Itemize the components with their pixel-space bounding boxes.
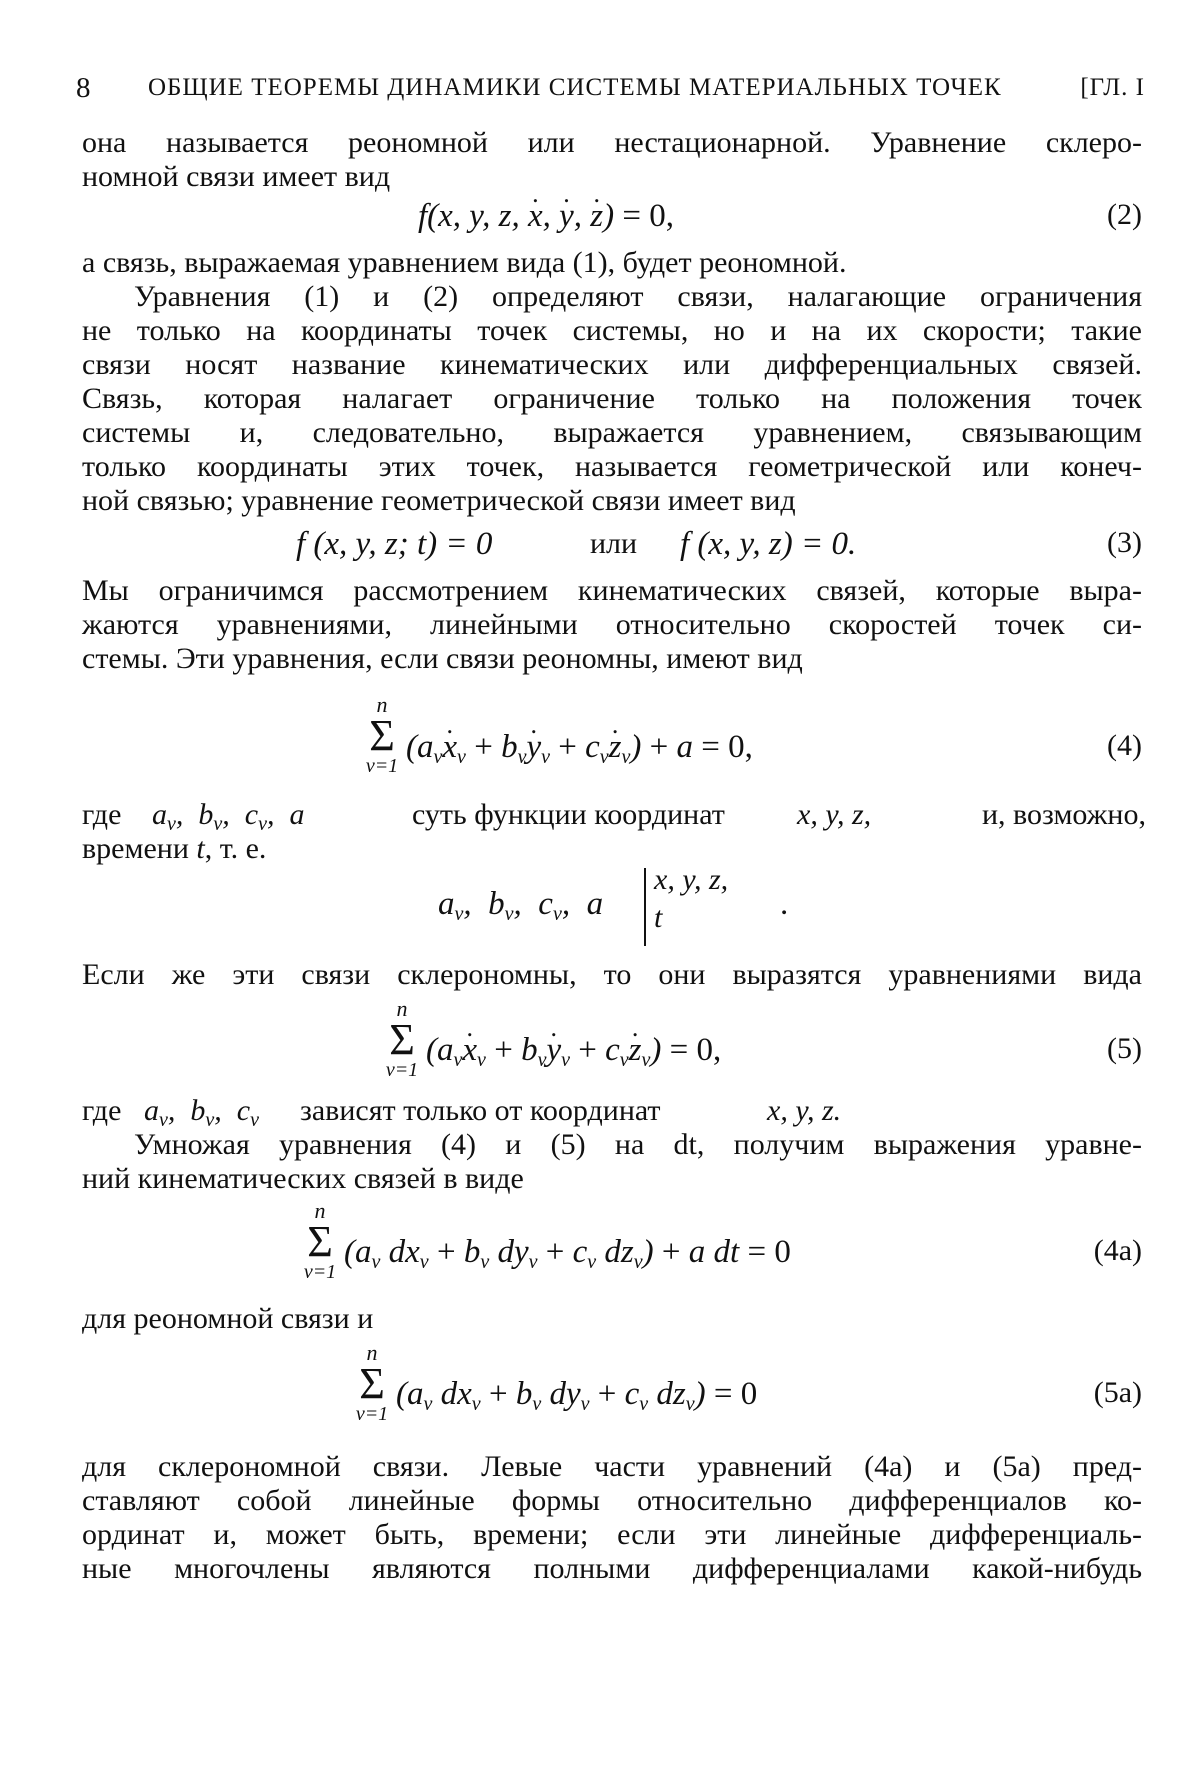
equation-number: (5а) [1093,1376,1142,1409]
equation-3-or: или [590,527,638,560]
text-line: где $a_\nu$, $b_\nu$, $c_\nu$ зависят только от координат x, y, z. [82,1094,842,1131]
equation-number: (2) [1107,198,1142,231]
equation-number: (4а) [1093,1234,1142,1267]
text-line: жаются уравнениями, линейными относительно скоростей точек си- [82,608,1142,641]
page-number: 8 [76,72,92,104]
function-args-lhs: $a_\nu$, $b_\nu$, $c_\nu$, a [438,886,604,925]
text-line: Если же эти связи склерономны, то они выразятся уравнениями вида [82,958,1142,991]
equation-5: ($a_\nu$. $x_\nu + b_\nu$. $y_\nu + c_\nu$. $z_\nu) = 0$, [426,1030,721,1070]
text-line: она называется реономной или нестационарной. Уравнение склеро- [82,126,1142,159]
text-line: ний кинематических связей в виде [82,1162,524,1195]
text-line: Связь, которая налагает ограничение только на положения точек [82,382,1142,415]
text-line: а связь, выражаемая уравнением вида (1), будет реономной. [82,246,847,279]
text-line: связи носят название кинематических или дифференциальных связей. [82,348,1142,381]
equation-4a: ($a_\nu$ $dx_\nu + b_\nu$ $dy_\nu + c_\nu$ $dz_\nu) + a$ dt = 0 [344,1234,791,1273]
equation-4: ($a_\nu$. $x_\nu + b_\nu$. $y_\nu + c_\nu$. $z_\nu) + a = 0$, [406,727,753,767]
text-line: для склерономной связи. Левые части уравнений (4а) и (5а) пред- [82,1450,1142,1483]
page-header [70,72,1145,112]
text-line: ной связью; уравнение геометрической связи имеет вид [82,484,796,517]
sigma-symbol: Σ [369,711,395,760]
text-line: только координаты этих точек, называется геометрической или конеч- [82,450,1142,483]
sum-lower-limit: ν=1 [365,755,399,777]
function-args-coords: x, y, z, [654,863,729,896]
equation-2: f(x, y, z, . x, . y, . z) = 0, [418,196,674,236]
sum-operator: n Σ ν=1 [385,996,419,1081]
equation-number: (5) [1107,1032,1142,1065]
sum-operator: n Σ ν=1 [355,1340,389,1425]
text-line: ставляют собой линейные формы относительно дифференциалов ко- [82,1484,1142,1517]
text-line: Умножая уравнения (4) и (5) на dt, получим выражения уравне- [134,1128,1142,1161]
chapter-marker: [ГЛ. I [1080,74,1145,101]
running-title: ОБЩИЕ ТЕОРЕМЫ ДИНАМИКИ СИСТЕМЫ МАТЕРИАЛЬНЫХ ТОЧЕК [148,74,1002,101]
text-line: Мы ограничимся рассмотрением кинематических связей, которые выра- [82,574,1142,607]
text-line: Уравнения (1) и (2) определяют связи, налагающие ограничения [134,280,1142,313]
sum-operator: n Σ ν=1 [303,1198,337,1283]
equation-3-right: f (x, y, z) = 0. [680,526,857,562]
function-args-time: t [654,901,663,934]
text-line: стемы. Эти уравнения, если связи реономны, имеют вид [82,642,803,675]
sum-upper-limit: n [376,692,388,717]
text-line: ные многочлены являются полными дифференциалами какой-нибудь [82,1552,1142,1585]
text-line: системы и, следовательно, выражается уравнением, связывающим [82,416,1142,449]
equation-number: (3) [1107,526,1142,559]
equation-number: (4) [1107,729,1142,762]
text-line: ординат и, может быть, времени; если эти линейные дифференциаль- [82,1518,1142,1551]
text-line: номной связи имеет вид [82,160,391,193]
equation-5a: ($a_\nu$ $dx_\nu + b_\nu$ $dy_\nu + c_\nu$ $dz_\nu) = 0$ [396,1376,758,1415]
equation-3-left: f (x, y, z; t) = 0 [296,526,493,562]
text-line: для реономной связи и [82,1302,374,1335]
text-line: не только на координаты точек системы, но и на их скорости; такие [82,314,1142,347]
sum-operator [362,694,402,776]
text-line: где $a_\nu$, $b_\nu$, $c_\nu$, a суть функции координат x, y, z, и, возможно, [82,798,1146,835]
vertical-bar [644,868,646,946]
period-mark: . [780,886,789,922]
text-line: времени t, т. е. [82,832,267,865]
